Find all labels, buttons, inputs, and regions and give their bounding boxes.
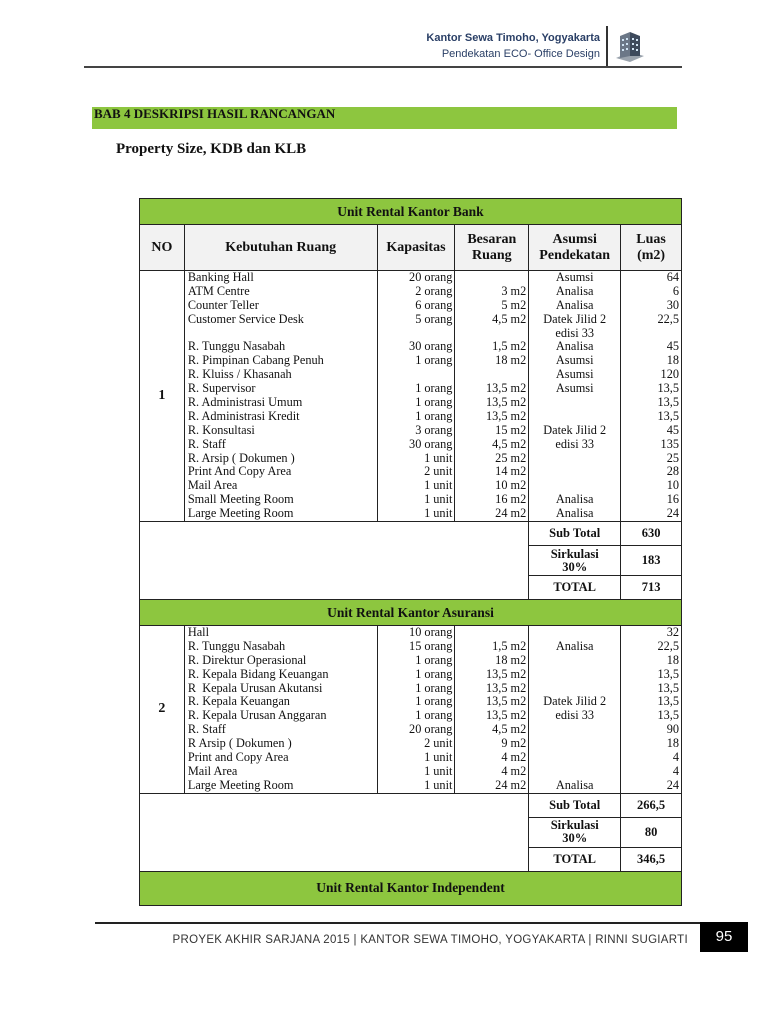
kapasitas-column — [377, 271, 455, 522]
cell-line: 1 orang — [415, 666, 453, 681]
cell-line: 13,5 m2 — [485, 381, 527, 396]
cell-line: 18 — [666, 353, 679, 368]
cell-line: R. Administrasi Kredit — [187, 408, 300, 423]
cell-line: 16 m2 — [495, 492, 527, 507]
cell-line — [531, 682, 618, 696]
group-body-bank — [140, 271, 682, 522]
header-rule — [84, 66, 682, 68]
total-label: TOTAL — [529, 576, 621, 600]
cell-line: Hall — [187, 625, 210, 640]
cell-line: Analisa — [555, 506, 594, 521]
cell-line: R. Staff — [187, 436, 226, 451]
cell-line — [380, 327, 453, 341]
cell-line: edisi 33 — [555, 708, 594, 723]
cell-line: 18 — [666, 652, 679, 667]
cell-line: 1 orang — [415, 408, 453, 423]
cell-line: Asumsi — [555, 353, 594, 368]
luas-column — [621, 626, 682, 794]
header-subtitle: Pendekatan ECO- Office Design — [441, 48, 600, 60]
cell-line: 1 unit — [424, 450, 453, 465]
total-value: 346,5 — [621, 847, 682, 871]
sub-total-value: 266,5 — [621, 793, 682, 817]
section-title: Property Size, KDB dan KLB — [116, 141, 307, 157]
cell-line: Analisa — [555, 297, 594, 312]
cell-line: 4 — [672, 763, 679, 778]
cell-line: 4 m2 — [501, 763, 527, 778]
cell-line: 20 orang — [409, 270, 453, 284]
cell-line: Print and Copy Area — [187, 750, 289, 765]
cell-line: 22,5 — [657, 311, 679, 326]
cell-line: 13,5 — [657, 708, 679, 723]
cell-line: R. Arsip ( Dokumen ) — [187, 450, 295, 465]
cell-line: 1 orang — [415, 652, 453, 667]
cell-line: R. Kepala Bidang Keuangan — [187, 666, 329, 681]
cell-line: 30 orang — [409, 339, 453, 354]
footer-text: PROYEK AKHIR SARJANA 2015 | KANTOR SEWA TIMOHO, YOGYAKARTA | RINNI SUGIARTI — [172, 934, 688, 946]
sub-total-value: 630 — [621, 522, 682, 546]
col-header-luas: Luas (m2) — [621, 225, 682, 271]
col-header-besaran: Besaran Ruang — [455, 225, 529, 271]
cell-line: Mail Area — [187, 478, 238, 493]
running-header — [426, 30, 600, 62]
sirkulasi-value: 80 — [621, 817, 682, 847]
cell-line: Datek Jilid 2 — [543, 422, 607, 437]
cell-line: 64 — [666, 270, 679, 284]
cell-line: 2 unit — [424, 736, 453, 751]
cell-line — [531, 479, 618, 493]
cell-line: 45 — [666, 422, 679, 437]
cell-line: 1 unit — [424, 763, 453, 778]
cell-line: 2 unit — [424, 464, 453, 479]
cell-line: 15 m2 — [495, 422, 527, 437]
cell-line: 13,5 m2 — [485, 708, 527, 723]
asumsi-column — [529, 626, 621, 794]
cell-line: 1 unit — [424, 750, 453, 765]
cell-line: 1 orang — [415, 680, 453, 695]
group-title-asuransi: Unit Rental Kantor Asuransi — [140, 600, 682, 626]
cell-line — [531, 465, 618, 479]
cell-line: 4,5 m2 — [492, 436, 527, 451]
cell-line — [531, 410, 618, 424]
row-number: 2 — [140, 626, 185, 794]
sub-total-label: Sub Total — [529, 793, 621, 817]
cell-line: 13,5 m2 — [485, 680, 527, 695]
cell-line: Asumsi — [555, 367, 594, 382]
cell-line: 13,5 m2 — [485, 694, 527, 709]
cell-line: 13,5 m2 — [485, 408, 527, 423]
cell-line: 1 unit — [424, 492, 453, 507]
cell-line: edisi 33 — [555, 436, 594, 451]
cell-line: 3 m2 — [501, 283, 527, 298]
cell-line: Large Meeting Room — [187, 777, 294, 792]
cell-line: 1 orang — [415, 353, 453, 368]
cell-line: 10 — [666, 478, 679, 493]
cell-line: 90 — [666, 722, 679, 737]
cell-line: Asumsi — [555, 270, 594, 284]
total-label: TOTAL — [529, 847, 621, 871]
cell-line: 1 orang — [415, 694, 453, 709]
cell-line: R. Supervisor — [187, 381, 256, 396]
cell-line: 20 orang — [409, 722, 453, 737]
cell-line: 1 orang — [415, 395, 453, 410]
cell-line — [531, 668, 618, 682]
cell-line: 18 m2 — [495, 353, 527, 368]
footer-rule — [95, 922, 700, 924]
cell-line: R. Tunggu Nasabah — [187, 339, 286, 354]
group-body-asuransi — [140, 626, 682, 794]
luas-column — [621, 271, 682, 522]
cell-line — [531, 751, 618, 765]
col-header-no: NO — [140, 225, 185, 271]
cell-line: 120 — [660, 367, 679, 382]
cell-line: 25 m2 — [495, 450, 527, 465]
cell-line: Analisa — [555, 492, 594, 507]
cell-line: Datek Jilid 2 — [543, 694, 607, 709]
besaran-column — [455, 626, 529, 794]
cell-line: edisi 33 — [555, 325, 594, 340]
cell-line: Print And Copy Area — [187, 464, 292, 479]
cell-line: 1 unit — [424, 478, 453, 493]
cell-line: 18 — [666, 736, 679, 751]
cell-line: Mail Area — [187, 763, 238, 778]
names-column — [184, 271, 377, 522]
cell-line: 1 orang — [415, 708, 453, 723]
cell-line — [623, 327, 679, 341]
cell-line: Analisa — [555, 638, 594, 653]
sirkulasi-label: Sirkulasi 30% — [529, 817, 621, 847]
col-header-asumsi: Asumsi Pendekatan — [529, 225, 621, 271]
cell-line: 25 — [666, 450, 679, 465]
cell-line: R. Kepala Urusan Anggaran — [187, 708, 327, 723]
cell-line — [531, 626, 618, 640]
cell-line: R. Administrasi Umum — [187, 395, 303, 410]
cell-line: 18 m2 — [495, 652, 527, 667]
cell-line: 135 — [660, 436, 679, 451]
cell-line: Analisa — [555, 339, 594, 354]
total-value: 713 — [621, 576, 682, 600]
cell-line: 13,5 — [657, 381, 679, 396]
cell-line: 2 orang — [415, 283, 453, 298]
cell-line: 14 m2 — [495, 464, 527, 479]
cell-line: 1,5 m2 — [492, 339, 527, 354]
group-title-bank: Unit Rental Kantor Bank — [140, 199, 682, 225]
cell-line: 1 unit — [424, 506, 453, 521]
cell-line — [531, 654, 618, 668]
group-title-independent: Unit Rental Kantor Independent — [140, 871, 682, 905]
sub-total-label: Sub Total — [529, 522, 621, 546]
cell-line: 24 m2 — [495, 777, 527, 792]
cell-line: R. Kluiss / Khasanah — [187, 367, 292, 382]
header-title: Kantor Sewa Timoho, Yogyakarta — [426, 32, 600, 44]
sirkulasi-label: Sirkulasi 30% — [529, 546, 621, 576]
cell-line: 6 orang — [415, 297, 453, 312]
cell-line: 5 m2 — [501, 297, 527, 312]
cell-line: 4,5 m2 — [492, 311, 527, 326]
cell-line — [380, 368, 453, 382]
cell-line — [188, 327, 375, 341]
cell-line: 13,5 — [657, 666, 679, 681]
page-number: 95 — [700, 922, 748, 952]
header-divider — [606, 26, 608, 66]
cell-line — [457, 327, 526, 341]
cell-line: 10 orang — [409, 625, 453, 640]
office-building-icon — [612, 28, 648, 64]
totals-spacer — [140, 522, 529, 600]
room-requirements-table — [139, 198, 682, 906]
cell-line: 1 orang — [415, 381, 453, 396]
cell-line: 13,5 — [657, 694, 679, 709]
cell-line: Small Meeting Room — [187, 492, 294, 507]
cell-line: 16 — [666, 492, 679, 507]
cell-line: Banking Hall — [187, 270, 254, 284]
cell-line: R. Staff — [187, 722, 226, 737]
cell-line: 24 — [666, 777, 679, 792]
cell-line: 1 unit — [424, 777, 453, 792]
cell-line: 13,5 — [657, 408, 679, 423]
cell-line: 13,5 m2 — [485, 666, 527, 681]
col-header-kapasitas: Kapasitas — [377, 225, 455, 271]
cell-line — [457, 271, 526, 285]
besaran-column — [455, 271, 529, 522]
cell-line: Analisa — [555, 283, 594, 298]
cell-line: ATM Centre — [187, 283, 250, 298]
chapter-heading: BAB 4 DESKRIPSI HASIL RANCANGAN — [92, 107, 677, 129]
cell-line: 30 orang — [409, 436, 453, 451]
cell-line: 4 m2 — [501, 750, 527, 765]
cell-line — [457, 626, 526, 640]
cell-line: 10 m2 — [495, 478, 527, 493]
cell-line: 28 — [666, 464, 679, 479]
cell-line: 13,5 — [657, 680, 679, 695]
col-header-kebutuhan: Kebutuhan Ruang — [184, 225, 377, 271]
cell-line: 15 orang — [409, 638, 453, 653]
asumsi-column — [529, 271, 621, 522]
cell-line: 3 orang — [415, 422, 453, 437]
cell-line: 4,5 m2 — [492, 722, 527, 737]
names-column — [184, 626, 377, 794]
cell-line: 13,5 — [657, 395, 679, 410]
cell-line: R. Tunggu Nasabah — [187, 638, 286, 653]
kapasitas-column — [377, 626, 455, 794]
row-number: 1 — [140, 271, 185, 522]
cell-line: 24 — [666, 506, 679, 521]
totals-spacer — [140, 793, 529, 871]
cell-line: 4 — [672, 750, 679, 765]
cell-line: 1,5 m2 — [492, 638, 527, 653]
cell-line: R Kepala Urusan Akutansi — [187, 680, 323, 695]
cell-line: R. Kepala Keuangan — [187, 694, 290, 709]
cell-line: Large Meeting Room — [187, 506, 294, 521]
cell-line — [457, 368, 526, 382]
cell-line — [531, 737, 618, 751]
cell-line: Datek Jilid 2 — [543, 311, 607, 326]
cell-line: R. Pimpinan Cabang Penuh — [187, 353, 324, 368]
cell-line: Asumsi — [555, 381, 594, 396]
cell-line — [531, 396, 618, 410]
cell-line: 32 — [666, 625, 679, 640]
cell-line: 9 m2 — [501, 736, 527, 751]
cell-line — [531, 723, 618, 737]
cell-line: 13,5 m2 — [485, 395, 527, 410]
cell-line: Customer Service Desk — [187, 311, 304, 326]
cell-line: 24 m2 — [495, 506, 527, 521]
cell-line: 6 — [672, 283, 679, 298]
cell-line: R Arsip ( Dokumen ) — [187, 736, 292, 751]
cell-line: Analisa — [555, 777, 594, 792]
cell-line: 5 orang — [415, 311, 453, 326]
cell-line: R. Konsultasi — [187, 422, 255, 437]
cell-line: 45 — [666, 339, 679, 354]
cell-line — [531, 765, 618, 779]
cell-line: Counter Teller — [187, 297, 259, 312]
sirkulasi-value: 183 — [621, 546, 682, 576]
cell-line: 30 — [666, 297, 679, 312]
cell-line — [531, 452, 618, 466]
cell-line: 22,5 — [657, 638, 679, 653]
cell-line: R. Direktur Operasional — [187, 652, 307, 667]
